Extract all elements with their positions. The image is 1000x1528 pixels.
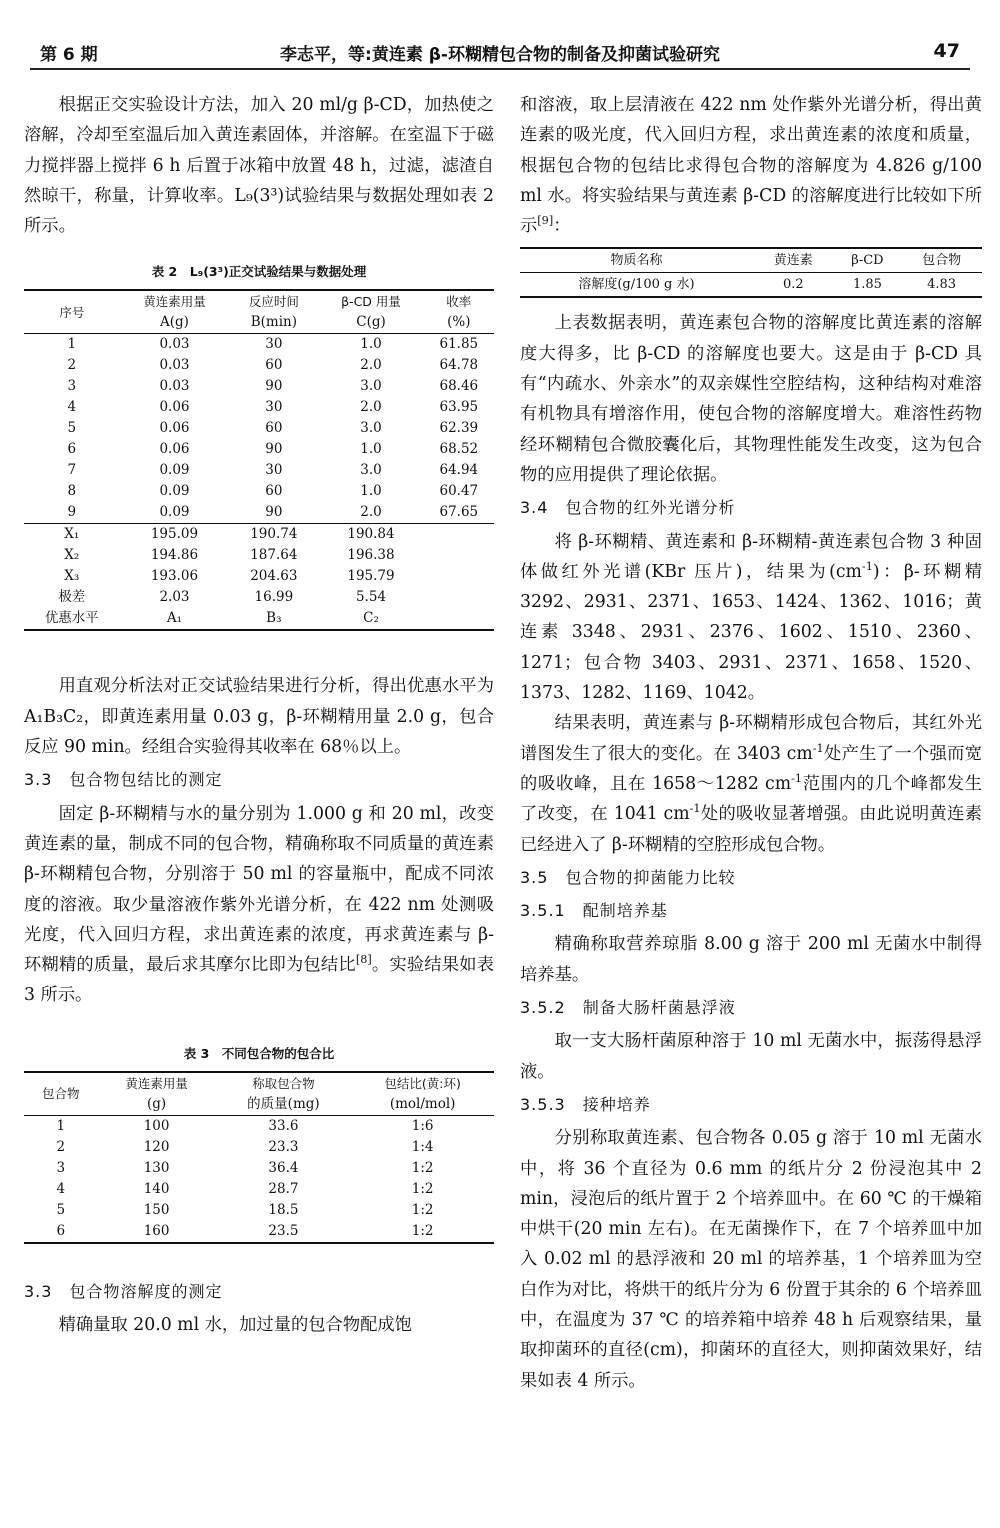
table-row — [24, 1115, 494, 1137]
table-cell: 60 — [265, 420, 283, 437]
section-heading: 3.4 包合物的红外光谱分析 — [520, 498, 736, 518]
table-cell: 4 — [67, 399, 77, 416]
table-row — [24, 439, 494, 460]
running-header — [30, 32, 970, 70]
table3-caption: 表 3 不同包合物的包合比 — [183, 1045, 335, 1061]
table-cell: 62.39 — [439, 420, 479, 437]
table-cell: X₃ — [64, 568, 80, 585]
table-cell: 0.09 — [120, 502, 230, 524]
table-cell: 1.0 — [360, 483, 382, 500]
table-cell: 63.95 — [439, 399, 479, 416]
table-cell: 1.85 — [834, 273, 902, 298]
table-cell: 4.83 — [901, 273, 982, 298]
running-title: 李志平，等:黄连素 β-环糊精包合物的制备及抑菌试验研究 — [280, 45, 720, 65]
table-cell: 2 — [67, 357, 77, 374]
table-row — [24, 376, 494, 397]
table-cell: 195.79 — [347, 568, 395, 585]
paragraph: 精确称取营养琼脂 8.00 g 溶于 200 ml 无菌水中制得培养基。 — [520, 934, 982, 985]
table-cell: C₂ — [318, 608, 423, 630]
table-cell: 64.94 — [439, 462, 479, 479]
table-header: 包合物 — [24, 1072, 98, 1116]
table-cell: 90 — [265, 378, 283, 395]
table-cell: 0.03 — [159, 357, 190, 374]
table-cell: X₁ — [64, 526, 80, 543]
table-cell: 1:2 — [351, 1221, 494, 1243]
table-row — [24, 545, 494, 566]
paragraph: 精确量取 20.0 ml 水，加过量的包合物配成饱 — [58, 1315, 412, 1336]
table-cell — [424, 524, 494, 546]
table-cell: 1:4 — [411, 1138, 434, 1155]
table-cell: 6 — [67, 441, 77, 458]
paragraph: 根据正交实验设计方法，加入 20 ml/g β-CD，加热使之溶解，冷却至室温后加入黄连素固体，并溶解。在室温下于磁力搅拌器上搅拌 6 h 后置于冰箱中放置 48 h，过滤，滤渣自然晾干，称量，计算收率。L₉(3³)试验结果与数据处理如表 2 所示。 — [24, 95, 494, 237]
table-header: 反应时间 — [229, 290, 318, 312]
table-cell: 9 — [24, 502, 120, 524]
paragraph: 用直观分析法对正交试验结果进行分析，得出优惠水平为 A₁B₃C₂，即黄连素用量 0.03 g，β-环糊精用量 2.0 g，包合反应 90 min。经组合实验得其收率在 68％以上。 — [24, 676, 494, 758]
table-cell: 优惠水平 — [24, 608, 120, 630]
table-cell: 0.06 — [159, 441, 190, 458]
table-cell: 30 — [265, 462, 283, 479]
table-row — [24, 608, 494, 630]
table-header: 的质量(mg) — [216, 1094, 352, 1116]
table-cell — [424, 608, 494, 630]
table-cell: 30 — [265, 336, 283, 353]
table-cell: 195.09 — [150, 526, 199, 543]
table-cell: 6 — [24, 1221, 98, 1243]
table-row — [24, 1179, 494, 1200]
table-cell: 0.03 — [159, 378, 190, 395]
table-row — [24, 460, 494, 481]
table-cell — [424, 545, 494, 566]
table-cell: 2.0 — [318, 502, 423, 524]
table-row — [24, 1221, 494, 1243]
table-row — [24, 566, 494, 587]
table-cell: 2 — [56, 1138, 66, 1155]
table-cell: 61.85 — [439, 336, 479, 353]
paragraph: 将 β-环糊精、黄连素和 β-环糊精-黄连素包合物 3 种固体做红外光谱(KBr 压片)，结果为$(cm^{-1})$：β-环糊精 3292、2931、2371、1653、1424、1362、1016；黄连素 3348、2931、2376、1602、1510、2360、1271；包合物 3403、2931、2371、1658、1520、1373、1282、1169、1042。 — [520, 531, 983, 704]
table-header: β-CD 用量 — [318, 290, 423, 312]
issue-number: 第 6 期 — [40, 45, 98, 65]
table-cell: 90 — [265, 441, 283, 458]
table-row — [24, 587, 494, 608]
table-cell: 100 — [143, 1117, 170, 1134]
solubility-table — [520, 247, 982, 298]
table-cell: 1:2 — [411, 1159, 434, 1176]
section-heading: 3.3 包合物溶解度的测定 — [24, 1281, 223, 1301]
table-cell: 8 — [67, 483, 77, 500]
right-column — [520, 90, 982, 1396]
page-number: 47 — [933, 40, 960, 62]
table-cell: 130 — [143, 1159, 170, 1176]
table3 — [24, 1071, 494, 1244]
table-cell: 溶解度(g/100 g 水) — [520, 273, 753, 298]
table-row — [24, 397, 494, 418]
table-cell: 1 — [56, 1117, 66, 1134]
table-header: C(g) — [318, 312, 423, 334]
paragraph: 取一支大肠杆菌原种溶于 10 ml 无菌水中，振荡得悬浮液。 — [520, 1031, 982, 1082]
table-cell: 3.0 — [360, 462, 382, 479]
subsection-heading: 3.5.2 制备大肠杆菌悬浮液 — [520, 998, 736, 1018]
table-header: 黄连素用量 — [98, 1072, 216, 1094]
table-cell: 极差 — [58, 589, 86, 606]
table-cell: 204.63 — [250, 568, 298, 585]
table-cell: 36.4 — [268, 1159, 299, 1176]
table-header: (g) — [98, 1094, 216, 1116]
table-header: 包合物 — [901, 248, 982, 273]
table-cell: 64.78 — [439, 357, 479, 374]
table-cell: 0.06 — [159, 399, 190, 416]
subsection-heading: 3.5.1 配制培养基 — [520, 901, 668, 921]
table-header: 包结比(黄:环) — [351, 1072, 494, 1094]
table-row — [24, 418, 494, 439]
table-header: 称取包合物 — [216, 1072, 352, 1094]
table-cell: 4 — [56, 1180, 66, 1197]
table-cell: 193.06 — [150, 568, 199, 585]
table-cell: 187.64 — [250, 547, 298, 564]
table-header: 黄连素 — [753, 248, 834, 273]
table-row — [24, 1137, 494, 1158]
table-header: 黄连素用量 — [120, 290, 230, 312]
table-cell: 1:2 — [411, 1180, 434, 1197]
table-cell: 7 — [67, 462, 77, 479]
section-heading: 3.3 包合物包结比的测定 — [24, 770, 223, 790]
table-cell: X₂ — [64, 547, 80, 564]
table-cell: 23.5 — [216, 1221, 352, 1243]
table-cell: 60 — [265, 357, 283, 374]
table-cell: 5.54 — [355, 589, 387, 606]
table-cell: 150 — [143, 1201, 170, 1218]
table-cell: 68.52 — [439, 441, 479, 458]
table-cell: B₃ — [229, 608, 318, 630]
table-row — [24, 355, 494, 376]
table-header: A(g) — [120, 312, 230, 334]
paragraph: 固定 β-环糊精与水的量分别为 1.000 g 和 20 ml，改变黄连素的量，制成不同的包合物，精确称取不同质量的黄连素 β-环糊精包合物，分别溶于 50 ml 的容量瓶中，配成不同浓度的溶液。取少量溶液作紫外光谱分析，在 422 nm 处测吸光度，代入回归方程，求出黄连素的浓度，再求黄连素与 β-环糊精的质量，最后求其摩尔比即为包结比[8]。实验结果如表 3 所示。 — [24, 803, 494, 1006]
table-cell: 196.38 — [347, 547, 395, 564]
table-header: 序号 — [24, 290, 120, 334]
table-row — [24, 502, 494, 524]
table-cell: 0.09 — [159, 483, 190, 500]
table-cell: 60 — [265, 483, 283, 500]
subsection-heading: 3.5.3 接种培养 — [520, 1094, 651, 1114]
table-cell: 1:2 — [411, 1201, 434, 1218]
table-cell: 3 — [67, 378, 77, 395]
table-row — [24, 524, 494, 546]
table-cell: 120 — [143, 1138, 170, 1155]
table-cell: A₁ — [120, 608, 230, 630]
table2 — [24, 289, 494, 631]
table-cell: 5 — [67, 420, 77, 437]
table-cell: 2.0 — [360, 357, 382, 374]
table-cell: 16.99 — [254, 589, 294, 606]
table-cell: 5 — [56, 1201, 66, 1218]
table-cell: 1 — [67, 336, 77, 353]
section-heading: 3.5 包合物的抑菌能力比较 — [520, 867, 736, 887]
table-cell: 3.0 — [360, 378, 382, 395]
table-cell: 3 — [56, 1159, 66, 1176]
table-cell: 28.7 — [268, 1180, 299, 1197]
table-cell: 0.03 — [159, 336, 190, 353]
table-cell: 90 — [229, 502, 318, 524]
table-cell: 2.03 — [159, 589, 190, 606]
table-cell: 67.65 — [424, 502, 494, 524]
paragraph: 结果表明，黄连素与 β-环糊精形成包合物后，其红外光谱图发生了很大的变化。在 3403 $cm^{-1}$处产生了一个强而宽的吸收峰，且在 1658～1282 $cm^{-1}$范围内的几个峰都发生了改变，在 1041 $cm^{-1}$处的吸收显著增强。由此说明黄连素已经进入了 β-环糊精的空腔形成包合物。 — [520, 713, 982, 855]
table-cell: 0.06 — [159, 420, 190, 437]
table-cell: 18.5 — [268, 1201, 299, 1218]
table-cell: 190.84 — [347, 526, 395, 543]
table-cell: 60.47 — [439, 483, 479, 500]
table-cell: 1.0 — [360, 441, 382, 458]
table-header: (%) — [424, 312, 494, 334]
paragraph: 和溶液，取上层清液在 422 nm 处作紫外光谱分析，得出黄连素的吸光度，代入回归方程，求出黄连素的浓度和质量，根据包合物的包结比求得包合物的溶解度为 4.826 g/100 ml 水。将实验结果与黄连素 β-CD 的溶解度进行比较如下所示[9]： — [520, 95, 982, 237]
table-row — [24, 1200, 494, 1221]
paragraph: 上表数据表明，黄连素包合物的溶解度比黄连素的溶解度大得多，比 β-CD 的溶解度也要大。这是由于 β-CD 具有“内疏水、外亲水”的双亲媒性空腔结构，这种结构对难溶有机物具有增溶作用，使包合物的溶解度增大。难溶性药物经环糊精包合微胶囊化后，其物理性能发生改变，这为包合物的应用提供了理论依据。 — [520, 313, 982, 485]
table-cell: 0.09 — [159, 462, 190, 479]
table-header: 物质名称 — [520, 248, 753, 273]
left-column — [24, 90, 494, 1340]
table-cell: 30 — [265, 399, 283, 416]
table-header: (mol/mol) — [351, 1094, 494, 1116]
table-cell: 190.74 — [250, 526, 298, 543]
table-cell: 33.6 — [268, 1117, 299, 1134]
table-cell: 68.46 — [439, 378, 479, 395]
table-cell: 1.0 — [360, 336, 382, 353]
table-cell: 194.86 — [150, 547, 199, 564]
table-cell: 2.0 — [360, 399, 382, 416]
table-row — [24, 481, 494, 502]
table-cell — [424, 566, 494, 587]
table-header: B(min) — [229, 312, 318, 334]
table-header: β-CD — [834, 248, 902, 273]
table2-caption: 表 2 L₉(3³)正交试验结果与数据处理 — [151, 264, 367, 280]
table-cell: 23.3 — [268, 1138, 299, 1155]
table-row — [24, 1158, 494, 1179]
table-cell — [424, 587, 494, 608]
table-cell: 1:6 — [411, 1117, 434, 1134]
table-row — [24, 334, 494, 356]
table-header: 收率 — [424, 290, 494, 312]
table-cell: 0.2 — [753, 273, 834, 298]
table-cell: 160 — [98, 1221, 216, 1243]
paragraph: 分别称取黄连素、包合物各 0.05 g 溶于 10 ml 无菌水中，将 36 个直径为 0.6 mm 的纸片分 2 份浸泡其中 2 min，浸泡后的纸片置于 2 个培养皿中。在 60 ℃ 的干燥箱中烘干(20 min 左右)。在无菌操作下，在 7 个培养皿中加入 0.02 ml 的悬浮液和 20 ml 的培养基，1 个培养皿为空白作为对比，将烘干的纸片分为 6 份置于其余的 6 个培养皿中，在温度为 37 ℃ 的培养箱中培养 48 h 后观察结果，量取抑菌环的直径(cm)，抑菌环的直径大，则抑菌效果好，结果如表 4 所示。 — [520, 1128, 982, 1391]
table-cell: 140 — [143, 1180, 170, 1197]
table-cell: 3.0 — [360, 420, 382, 437]
